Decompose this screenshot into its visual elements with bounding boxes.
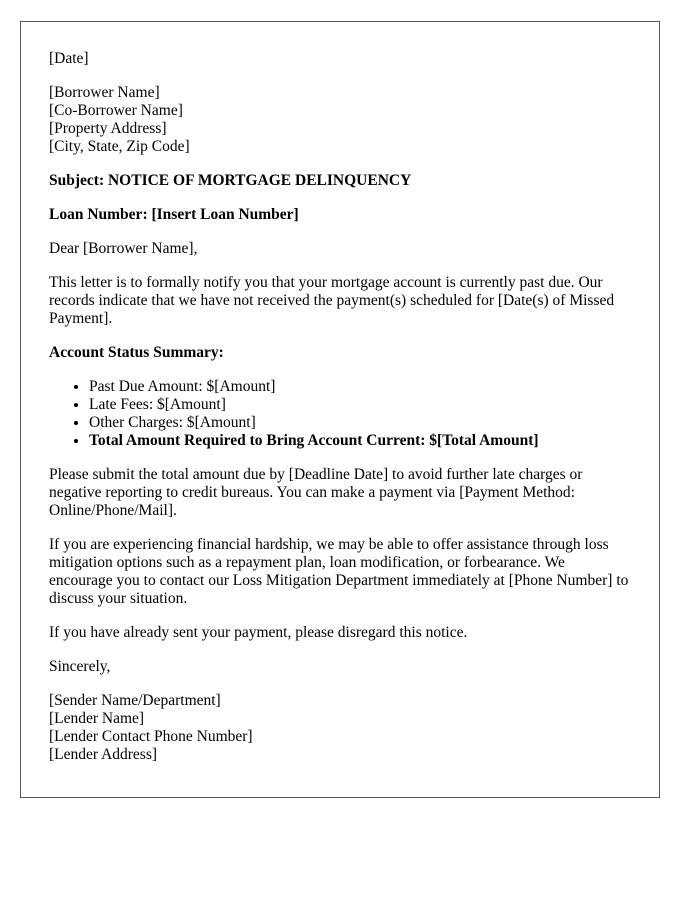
signature-lender-address: [Lender Address] — [49, 746, 158, 763]
intro-paragraph: This letter is to formally notify you that your mortgage account is currently past due. Our records indicate that we have not received the payment(s) scheduled for [Date(s) of Missed Payment]. — [49, 274, 615, 327]
letter-document — [20, 21, 660, 798]
salutation: Dear [Borrower Name], — [49, 240, 198, 257]
recipient-address — [49, 84, 631, 156]
signature-lender-phone: [Lender Contact Phone Number] — [49, 728, 253, 745]
loan-number-line: Loan Number: [Insert Loan Number] — [49, 206, 299, 223]
recipient-borrower-name: [Borrower Name] — [49, 84, 160, 101]
recipient-city-state-zip: [City, State, Zip Code] — [49, 138, 190, 155]
date-block — [49, 50, 631, 68]
summary-other-charges: • Other Charges: $[Amount] — [89, 414, 631, 432]
signature-sender: [Sender Name/Department] — [49, 692, 221, 709]
disregard-paragraph: If you have already sent your payment, please disregard this notice. — [49, 624, 468, 641]
closing-line: Sincerely, — [49, 658, 111, 675]
summary-late-fees: • Late Fees: $[Amount] — [89, 396, 631, 414]
hardship-paragraph: If you are experiencing financial hardship, we may be able to offer assistance through loss mitigation options such as a repayment plan, loan modification, or forbearance. We encourage you to contact our Loss Mitigation Department immediately at [Phone Number] to discuss your situation. — [49, 536, 629, 607]
signature-block — [49, 692, 631, 764]
summary-past-due-amount: • Past Due Amount: $[Amount] — [89, 378, 631, 396]
subject-line: Subject: NOTICE OF MORTGAGE DELINQUENCY — [49, 172, 412, 189]
account-summary-heading: Account Status Summary: — [49, 344, 224, 361]
letter-date: [Date] — [49, 50, 89, 67]
payment-paragraph: Please submit the total amount due by [Deadline Date] to avoid further late charges or negative reporting to credit bureaus. You can make a payment via [Payment Method: Online/Phone/Mail]. — [49, 466, 583, 519]
account-summary-list — [49, 378, 631, 450]
summary-total-amount: • Total Amount Required to Bring Account Current: $[Total Amount] — [89, 432, 631, 450]
signature-lender-name: [Lender Name] — [49, 710, 145, 727]
recipient-co-borrower-name: [Co-Borrower Name] — [49, 102, 183, 119]
recipient-property-address: [Property Address] — [49, 120, 167, 137]
